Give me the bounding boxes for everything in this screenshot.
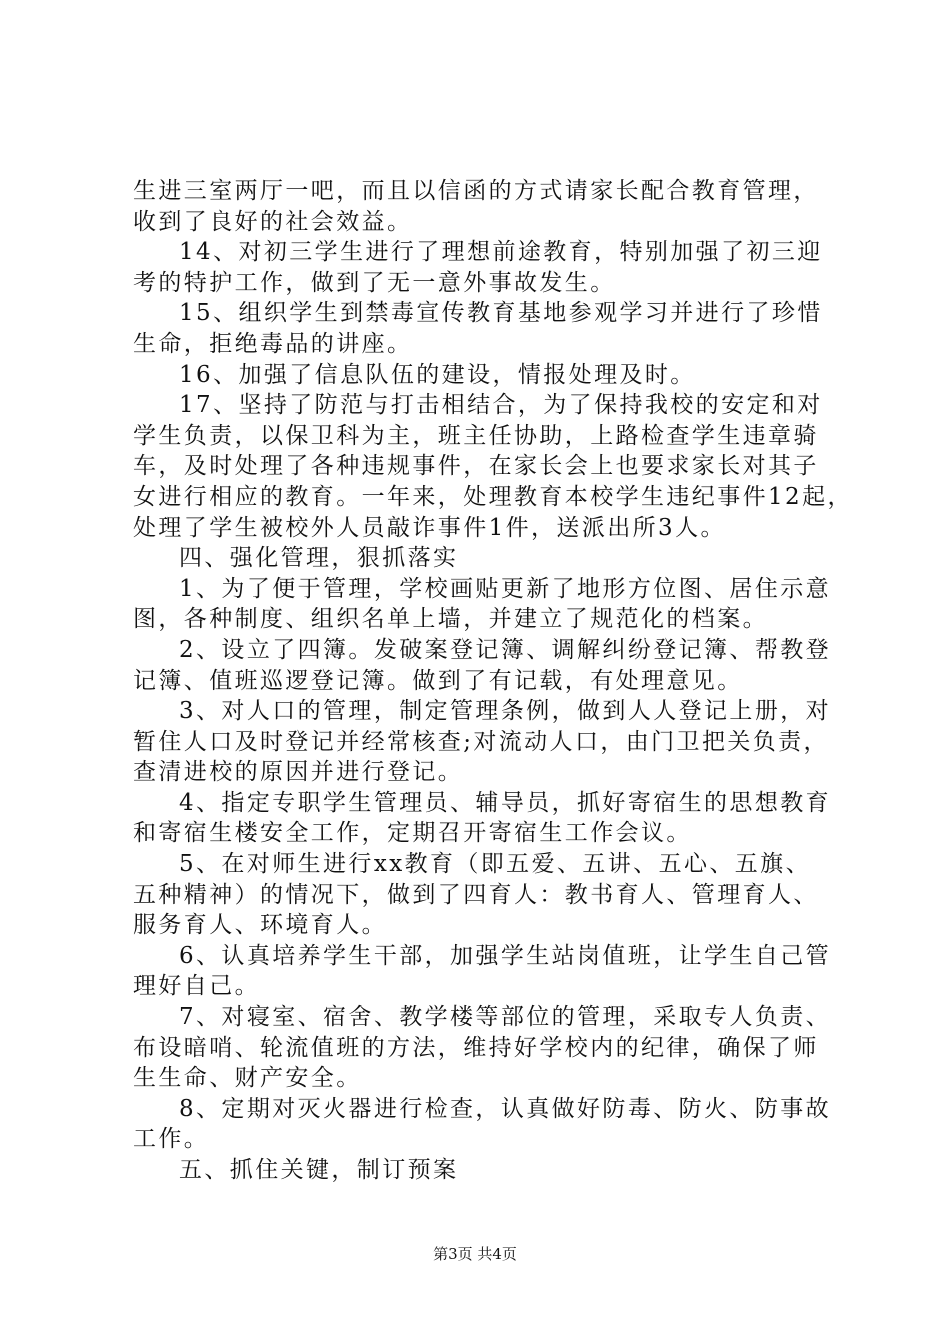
text-line: 五种精神）的情况下，做到了四育人：教书育人、管理育人、 — [133, 881, 819, 908]
text-line: 理好自己。 — [133, 973, 260, 1000]
text-line: 1、为了便于管理，学校画贴更新了地形方位图、居住示意 — [179, 575, 832, 602]
text-line: 五、抓住关键，制订预案 — [179, 1157, 459, 1183]
text-line: 生命，拒绝毒品的讲座。 — [133, 330, 413, 357]
text-line: 6、认真培养学生干部，加强学生站岗值班，让学生自己管 — [179, 942, 832, 969]
page-footer: 第3页 共4页 — [433, 1245, 517, 1263]
text-line: 7、对寝室、宿舍、教学楼等部位的管理，采取专人负责、 — [179, 1004, 832, 1031]
text-line: 3、对人口的管理，制定管理条例，做到人人登记上册，对 — [179, 698, 832, 725]
text-line: 处理了学生被校外人员敲诈事件1件，送派出所3人。 — [133, 514, 726, 541]
text-line: 15、组织学生到禁毒宣传教育基地参观学习并进行了珍惜 — [179, 300, 823, 327]
text-line: 8、定期对灭火器进行检查，认真做好防毒、防火、防事故 — [179, 1095, 832, 1122]
text-line: 暂住人口及时登记并经常核查;对流动人口，由门卫把关负责， — [133, 728, 829, 755]
text-line: 4、指定专职学生管理员、辅导员，抓好寄宿生的思想教育 — [179, 789, 832, 816]
text-line: 2、设立了四簿。发破案登记簿、调解纠纷登记簿、帮教登 — [179, 636, 832, 663]
text-line: 5、在对师生进行xx教育（即五爱、五讲、五心、五旗、 — [179, 851, 811, 878]
text-line: 17、坚持了防范与打击相结合，为了保持我校的安定和对 — [179, 392, 823, 419]
text-line: 布设暗哨、轮流值班的方法，维持好学校内的纪律，确保了师 — [133, 1034, 819, 1061]
text-line: 图，各种制度、组织名单上墙，并建立了规范化的档案。 — [133, 606, 768, 633]
text-line: 四、强化管理，狠抓落实 — [179, 545, 459, 572]
text-line: 生生命、财产安全。 — [133, 1065, 362, 1092]
text-line: 学生负责，以保卫科为主，班主任协助，上路检查学生违章骑 — [133, 422, 819, 449]
text-line: 车，及时处理了各种违规事件，在家长会上也要求家长对其子 — [133, 453, 819, 480]
text-line: 查清进校的原因并进行登记。 — [133, 759, 464, 786]
text-line: 女进行相应的教育。一年来，处理教育本校学生违纪事件12起， — [133, 483, 853, 510]
text-line: 工作。 — [133, 1126, 210, 1153]
body-text — [133, 176, 853, 1186]
text-line: 16、加强了信息队伍的建设，情报处理及时。 — [179, 361, 696, 388]
text-line: 考的特护工作，做到了无一意外事故发生。 — [133, 269, 616, 296]
text-line: 14、对初三学生进行了理想前途教育，特别加强了初三迎 — [179, 239, 823, 266]
text-line: 服务育人、环境育人。 — [133, 912, 387, 939]
text-line: 记簿、值班巡逻登记簿。做到了有记载，有处理意见。 — [133, 667, 743, 694]
text-line: 收到了良好的社会效益。 — [133, 208, 413, 235]
text-line: 生进三室两厅一吧，而且以信函的方式请家长配合教育管理， — [133, 178, 819, 204]
text-line: 和寄宿生楼安全工作，定期召开寄宿生工作会议。 — [133, 820, 692, 847]
